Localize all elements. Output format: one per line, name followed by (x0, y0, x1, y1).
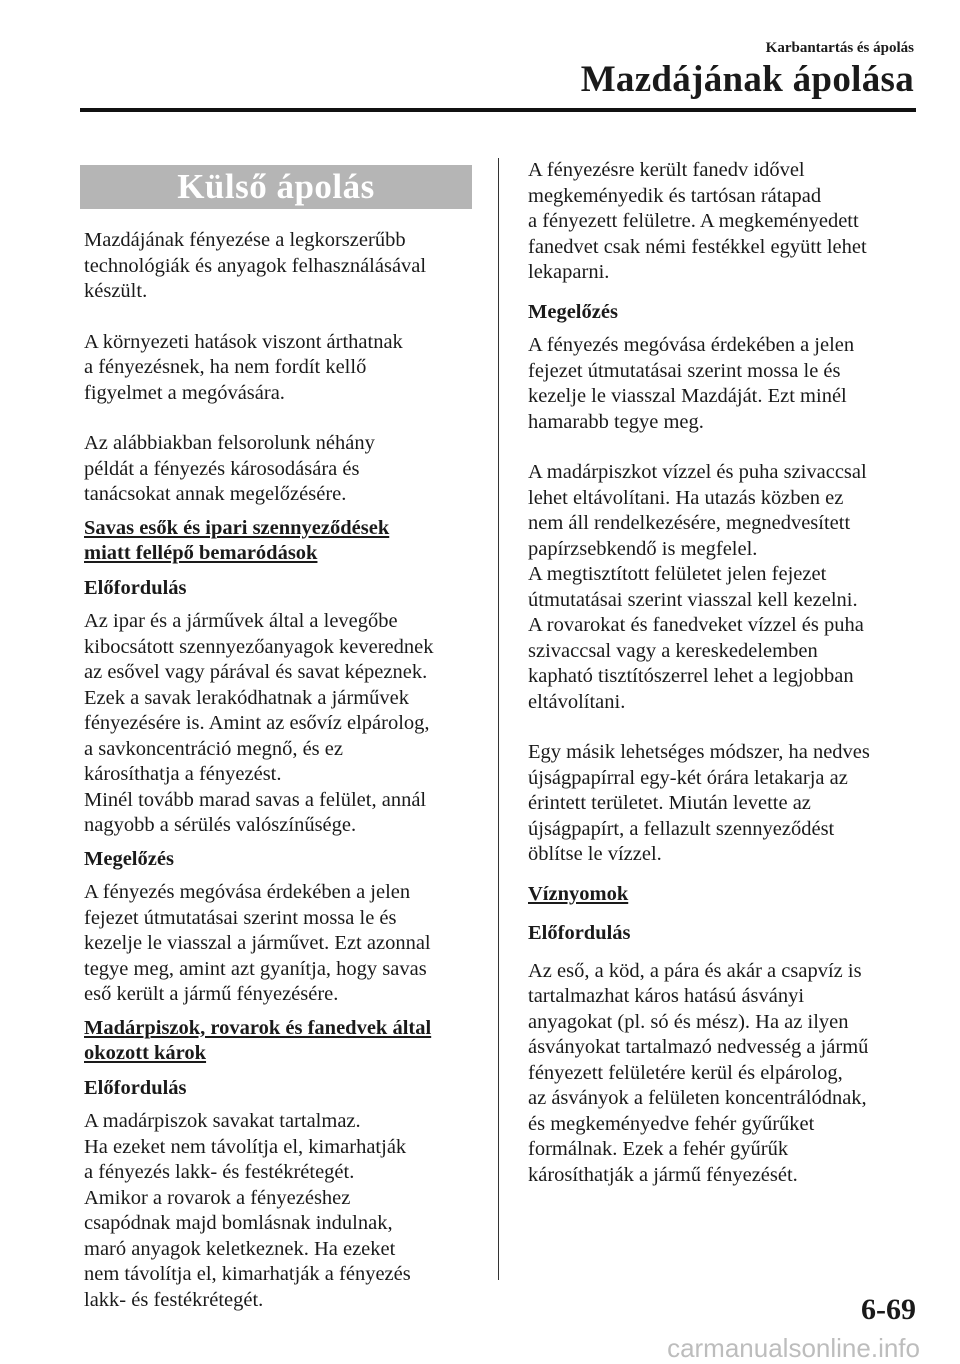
water-occurrence-text: Az eső, a köd, a pára és akár a csapvíz is tartalmazhat káros hatású ásványi anyagokat (pl. só és mész). Ha az ilyen ásványokat tartalmazó nedvesség a jármű fényezett felületére kerül és elpárolog, az ásványok a felületen koncentrálódnak, és megkeményedve fehér gyűrűket formálnak. Ezek a fehér gyűrűk károsíthatják a jármű fényezését. (528, 959, 869, 1186)
acid-rain-heading: Savas esők és ipari szennyeződések miatt fellépő bemaródások (84, 516, 390, 564)
right-column (528, 158, 920, 1196)
water-spots-heading: Víznyomok (528, 882, 629, 905)
page-title: Mazdájának ápolása (580, 59, 914, 100)
acid-occurrence-text: Az ipar és a járművek által a levegőbe kibocsátott szennyezőanyagok keverednek az esővel vagy párával és savat képeznek. Ezek a savak lerakódhatnak a járművek fényezésére is. Amint az esővíz elpárolog, a savkoncentráció megnő, és ez károsíthatja a fényezést. Minél tovább marad savas a felület, annál nagyobb a sérülés valószínűsége. (84, 610, 434, 836)
intro-paragraph-2: A környezeti hatások viszont árthatnak a fényezésnek, ha nem fordít kellő figyelmet a megóvására. (84, 330, 403, 404)
prevention-text-1: A fényezés megóvása érdekében a jelen fejezet útmutatásai szerint mossa le és kezelje le viasszal Mazdáját. Ezt minél hamarabb tegye meg. (528, 334, 855, 433)
header-section-label: Karbantartás és ápolás (765, 40, 914, 56)
intro-paragraph-3: Az alábbiakban felsorolunk néhány példát a fényezés károsodására és tanácsokat annak megelőzésére. (84, 432, 375, 505)
prevention-label: Megelőzés (528, 300, 618, 323)
intro-paragraph-1: Mazdájának fényezése a legkorszerűbb technológiák és anyagok felhasználásával készült. (84, 229, 427, 302)
left-column (84, 165, 472, 1321)
water-occurrence-label: Előfordulás (528, 922, 631, 944)
page-number: 6-69 (861, 1293, 916, 1326)
sap-text: A fényezésre került fanedv idővel megkeményedik és tartósan rátapad a fényezett felületre. A megkeményedett fanedvet csak némi festékkel együtt lehet lekaparni. (528, 159, 867, 283)
bird-occurrence-label: Előfordulás (84, 1076, 187, 1099)
acid-occurrence-label: Előfordulás (84, 576, 187, 599)
watermark: carmanualsonline.info (667, 1333, 920, 1363)
header-rule (80, 108, 916, 112)
acid-prevention-label: Megelőzés (84, 847, 174, 870)
section-banner: Külső ápolás (80, 165, 472, 209)
bird-occurrence-text: A madárpiszok savakat tartalmaz. Ha ezeket nem távolítja el, kimarhatják a fényezés lakk- és festékrétegét. Amikor a rovarok a fényezéshez csapódnak majd bomlásnak indulnak, maró anyagok keletkeznek. Ha ezeket nem távolítja el, kimarhatják a fényezés lakk- és festékrétegét. (84, 1110, 411, 1311)
prevention-text-2: A madárpiszkot vízzel és puha szivaccsal lehet eltávolítani. Ha utazás közben ez nem áll rendelkezésére, megnedvesített papírzsebkendő is megfelel. A megtisztított felületet jelen fejezet útmutatásai szerint viasszal kell kezelni. A rovarokat és fanedveket vízzel és puha szivaccsal vagy a kereskedelemben kapható tisztítószerrel lehet a legjobban eltávolítani. (528, 461, 867, 713)
acid-prevention-text: A fényezés megóvása érdekében a jelen fejezet útmutatásai szerint mossa le és kezelje le viasszal a járművet. Ezt azonnal tegye meg, amint azt gyanítja, hogy savas eső került a jármű fényezésére. (84, 881, 431, 1005)
prevention-text-3: Egy másik lehetséges módszer, ha nedves újságpapírral egy-két órára letakarja az érintett területet. Miután levette az újságpapírt, a fellazult szennyeződést öblítse le vízzel. (528, 741, 870, 865)
column-divider (498, 158, 499, 1280)
bird-droppings-heading: Madárpiszok, rovarok és fanedvek által okozott károk (84, 1016, 432, 1064)
